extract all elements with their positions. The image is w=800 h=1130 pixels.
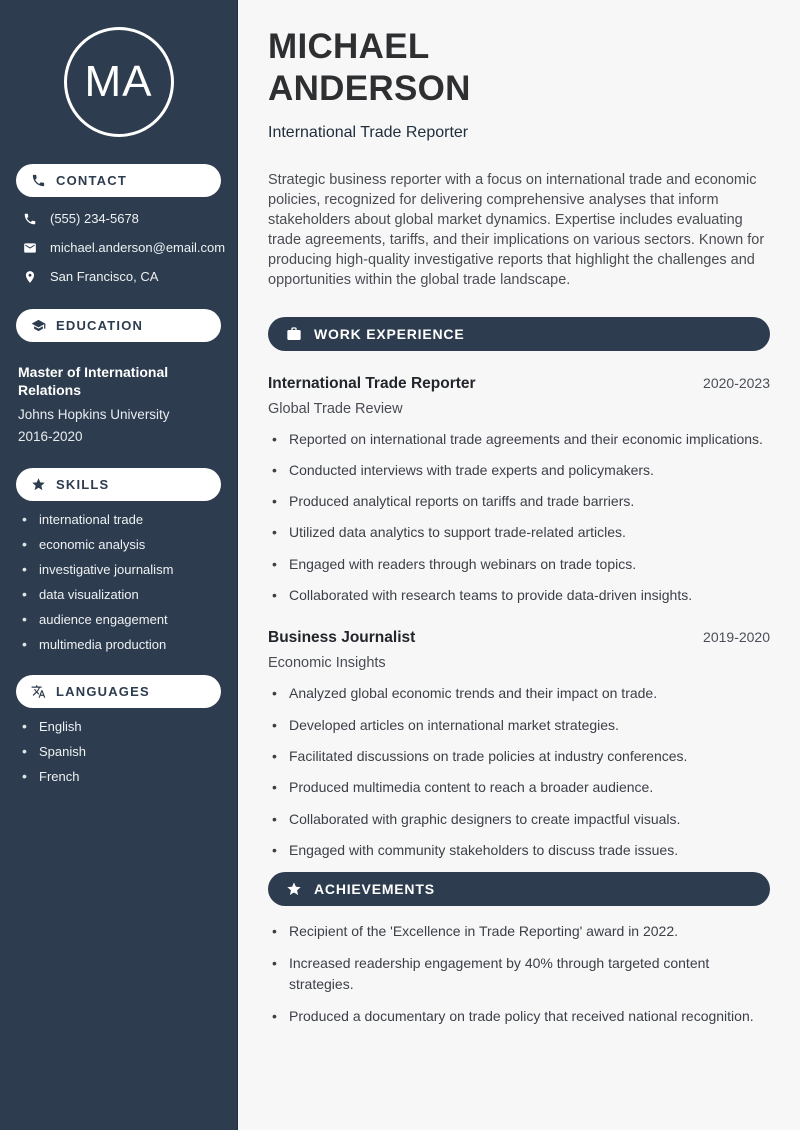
skill-item: • international trade [16,513,221,526]
job-header [268,375,770,393]
avatar [64,27,174,137]
language-item: • Spanish [16,745,221,758]
language-item: • English [16,720,221,733]
education-section-header [16,309,221,342]
star-icon [286,881,302,897]
location-icon [23,270,37,284]
contact-section-title: CONTACT [56,173,127,188]
skill-item: • audience engagement [16,613,221,626]
skill-item: • data visualization [16,588,221,601]
translate-icon [31,684,46,699]
job-bullet: • Developed articles on international market strategies. [268,715,770,735]
job-bullet: • Collaborated with research teams to provide data-driven insights. [268,585,770,605]
briefcase-icon [286,326,302,342]
contact-email [16,240,226,255]
job-entry [268,629,770,860]
achievements-title: ACHIEVEMENTS [314,881,435,898]
contact-email-text: michael.anderson@email.com [50,240,226,255]
achievement-bullet: • Produced a documentary on trade policy that received national recognition. [268,1006,770,1026]
work-experience-title: WORK EXPERIENCE [314,325,465,342]
job-header [268,629,770,647]
job-dates: 2019-2020 [703,629,770,646]
contact-location [16,269,221,284]
skill-item: • economic analysis [16,538,221,551]
name-last: ANDERSON [268,69,471,109]
phone-icon [23,212,37,226]
contact-phone-text: (555) 234-5678 [50,211,139,226]
job-role: Business Journalist [268,629,416,647]
job-bullet: • Facilitated discussions on trade policies at industry conferences. [268,746,770,766]
languages-section-title: LANGUAGES [56,684,150,700]
job-bullet: • Reported on international trade agreements and their economic implications. [268,429,770,449]
education-years: 2016-2020 [18,429,83,445]
achievements-list [268,921,770,1026]
page-title [268,26,770,111]
star-icon [31,477,46,492]
job-dates: 2020-2023 [703,374,770,391]
achievement-bullet: • Increased readership engagement by 40% through targeted content strategies. [268,953,770,994]
job-company: Economic Insights [268,655,386,672]
job-bullet: • Engaged with community stakeholders to discuss trade issues. [268,840,770,860]
job-bullet: • Produced analytical reports on tariffs and trade barriers. [268,491,770,511]
skills-list [16,513,221,651]
email-icon [23,241,37,255]
education-degree: Master of International Relations [18,364,169,399]
graduation-cap-icon [31,318,46,333]
sidebar [0,0,238,1130]
phone-icon [31,173,46,188]
contact-phone [16,211,221,226]
language-item: • French [16,770,221,783]
languages-section-header [16,675,221,708]
summary-paragraph: Strategic business reporter with a focus on international trade and economic policies, recognized for delivering comprehensive analyses that inform stakeholders about global market dynamics. Expertise includes evaluating trade agreements, tariffs, and their implications on various sectors. Known for producing high-quality investigative reports that highlight the challenges and opportunities within the global trade landscape. [268,171,765,289]
job-bullet: • Utilized data analytics to support trade-related articles. [268,522,770,542]
achievements-section-header [268,872,770,906]
skills-section-title: SKILLS [56,477,110,493]
job-bullet: • Collaborated with graphic designers to create impactful visuals. [268,809,770,829]
education-school: Johns Hopkins University [18,407,170,423]
job-subtitle: International Trade Reporter [268,123,469,141]
contact-location-text: San Francisco, CA [50,269,159,284]
skill-item: • investigative journalism [16,563,221,576]
job-company: Global Trade Review [268,400,403,417]
skills-section-header [16,468,221,501]
contact-list [16,211,226,284]
job-bullet: • Analyzed global economic trends and their impact on trade. [268,683,770,703]
job-entry [268,375,770,606]
achievement-bullet: • Recipient of the 'Excellence in Trade Reporting' award in 2022. [268,921,770,941]
job-bullet: • Conducted interviews with trade experts and policymakers. [268,460,770,480]
contact-section-header [16,164,221,197]
job-bullet: • Produced multimedia content to reach a broader audience. [268,777,770,797]
name-first: MICHAEL [268,27,430,66]
skill-item: • multimedia production [16,638,221,651]
job-role: International Trade Reporter [268,374,476,392]
work-experience-section-header [268,317,770,351]
job-bullet: • Engaged with readers through webinars on trade topics. [268,554,770,574]
job-bullet-list [268,683,770,860]
avatar-initials: MA [84,57,153,106]
education-section-title: EDUCATION [56,318,144,333]
resume-main [238,0,800,1130]
languages-list [16,720,221,783]
job-bullet-list [268,429,770,606]
education-entry [16,363,221,444]
